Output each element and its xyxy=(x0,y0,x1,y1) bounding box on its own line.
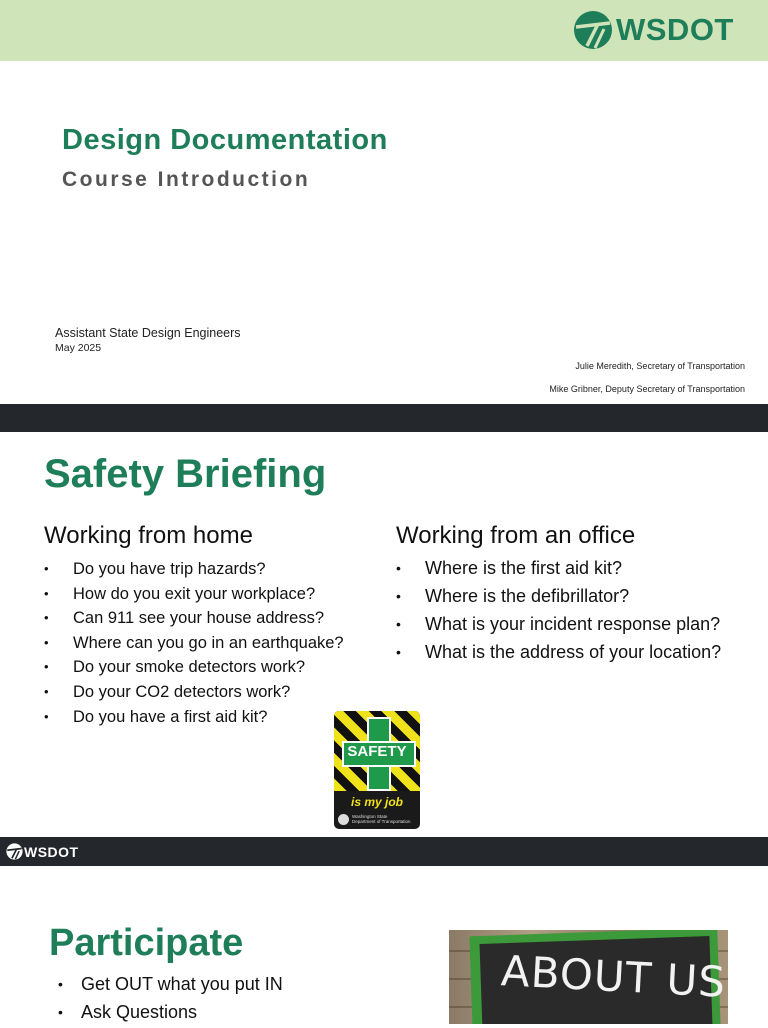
wsdot-seal-icon xyxy=(338,814,349,825)
secretary-line: Julie Meredith, Secretary of Transportation xyxy=(575,361,745,371)
office-heading: Working from an office xyxy=(396,522,636,549)
participate-title: Participate xyxy=(49,922,244,964)
wsdot-logo-icon xyxy=(6,843,23,860)
safety-poster xyxy=(334,711,420,829)
presentation-date: May 2025 xyxy=(55,342,102,354)
list-item: • Do your smoke detectors work? xyxy=(44,656,374,681)
about-us-chalkboard-photo xyxy=(449,930,728,1024)
list-item: • Where is the first aid kit? xyxy=(396,557,726,580)
safety-tagline: is my job xyxy=(350,795,403,809)
poster-footer xyxy=(338,812,416,826)
list-item: • Can 911 see your house address? xyxy=(44,607,374,632)
list-item: • Where is the defibrillator? xyxy=(396,585,726,608)
list-item: • How do you exit your workplace? xyxy=(44,583,374,608)
participate-list xyxy=(58,972,283,1028)
course-subtitle: Course Introduction xyxy=(62,168,311,191)
slide-footer-band xyxy=(0,837,768,866)
list-item: • Ask Questions xyxy=(58,1000,283,1028)
chalkboard-text: ABOUT US xyxy=(499,946,728,1007)
safety-briefing-title: Safety Briefing xyxy=(44,452,327,496)
home-checklist xyxy=(44,558,374,730)
list-item: • Get OUT what you put IN xyxy=(58,972,283,1000)
list-item: • Do your CO2 detectors work? xyxy=(44,681,374,706)
list-item: • Where can you go in an earthquake? xyxy=(44,632,374,657)
list-item: • What is your incident response plan? xyxy=(396,613,726,636)
poster-org-line1: Washington State xyxy=(352,814,388,819)
footer-logo-text: WSDOT xyxy=(24,843,79,860)
poster-org-line2: Department of Transportation xyxy=(352,819,411,824)
list-item: • What is the address of your location? xyxy=(396,641,726,664)
wsdot-logo-icon xyxy=(573,10,613,50)
wsdot-logo xyxy=(573,10,734,50)
wsdot-logo-text: WSDOT xyxy=(616,12,734,47)
presenter-line: Assistant State Design Engineers xyxy=(55,326,241,340)
slide-separator-band xyxy=(0,404,768,432)
deputy-secretary-line: Mike Gribner, Deputy Secretary of Transportation xyxy=(549,384,745,394)
safety-word: SAFETY xyxy=(347,743,407,760)
footer-wsdot-logo xyxy=(6,843,79,860)
course-title: Design Documentation xyxy=(62,124,388,156)
home-heading: Working from home xyxy=(44,522,253,549)
office-checklist xyxy=(396,557,726,669)
list-item: • Do you have trip hazards? xyxy=(44,558,374,583)
list-item: • Do you have a first aid kit? xyxy=(44,706,374,731)
